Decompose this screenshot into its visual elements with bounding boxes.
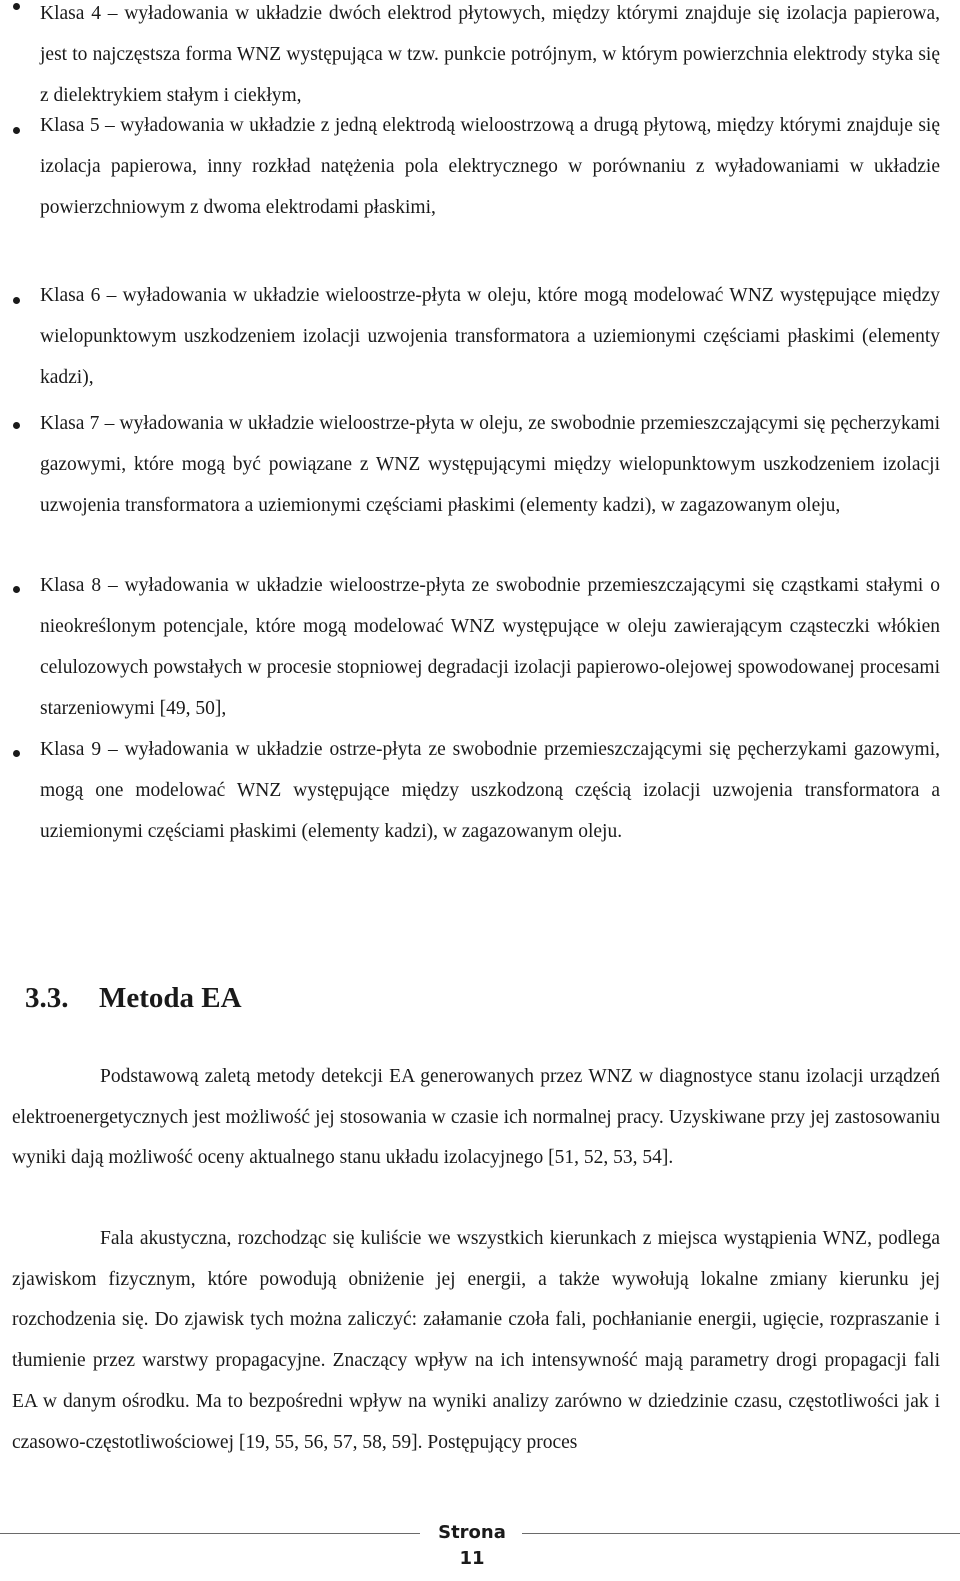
body-paragraph-2: Fala akustyczna, rozchodząc się kuliście we wszystkich kierunkach z miejsca wystąpienia WNZ, podlega zjawiskom fizycznym, które powodują obniżenie jej energii, a także wywołują lokalne zmiany kierunku jej rozchodzenia się. Do zjawisk tych można zaliczyć: załamanie czoła fali, pochłanianie energii, ugięcie, rozpraszanie i tłumienie przez warstwy propagacyjne. Znaczący wpływ na ich intensywność mają parametry drogi propagacji fali EA w danym ośrodku. Ma to bezpośredni wpływ na wyniki analizy zarówno w dziedzinie czasu, częstotliwości jak i czasowo-częstotliwościowej [19, 55, 56, 57, 58, 59]. Postępujący proces [12, 1228, 940, 1453]
footer-rule-right [522, 1533, 960, 1534]
section-title: Metoda EA [99, 982, 242, 1014]
bullet-item-klasa-9 [0, 729, 960, 852]
bullet-icon [13, 3, 20, 10]
body-paragraph-1: Podstawową zaletą metody detekcji EA generowanych przez WNZ w diagnostyce stanu izolacji urządzeń elektroenergetycznych jest możliwość jej stosowania w czasie ich normalnej pracy. Uzyskiwane przy jej zastosowaniu wyniki dają możliwość oceny aktualnego stanu układu izolacyjnego [51, 52, 53, 54]. [12, 1066, 940, 1169]
bullet-icon [13, 586, 20, 593]
section-number: 3.3. [25, 982, 69, 1014]
bullet-item-klasa-6 [0, 275, 960, 398]
bullet-item-klasa-7 [0, 403, 960, 526]
bullet-text: Klasa 4 – wyładowania w układzie dwóch elektrod płytowych, między którymi znajduje się izolacja papierowa, jest to najczęstsza forma WNZ występująca w tzw. punkcie potrójnym, w którym powierzchnia elektrody styka się z dielektrykiem stałym i ciekłym, [40, 3, 940, 106]
bullet-text: Klasa 9 – wyładowania w układzie ostrze-płyta ze swobodnie przemieszczającymi się pęcherzykami gazowymi, mogą one modelować WNZ występujące między uszkodzoną częścią izolacji uzwojenia transformatora a uziemionymi częściami płaskimi (elementy kadzi), w zagazowanym oleju. [40, 739, 940, 842]
section-heading [25, 974, 242, 1022]
page-label-text: Strona [438, 1522, 506, 1543]
page-footer [0, 1518, 960, 1581]
bullet-text: Klasa 6 – wyładowania w układzie wieloostrze-płyta w oleju, które mogą modelować WNZ występujące między wielopunktowym uszkodzeniem izolacji uzwojenia transformatora a uziemionymi częściami płaskimi (elementy kadzi), [40, 285, 940, 388]
bullet-item-klasa-4 [0, 0, 960, 116]
bullet-text: Klasa 7 – wyładowania w układzie wieloostrze-płyta w oleju, ze swobodnie przemieszczającymi się pęcherzykami gazowymi, które mogą być powiązane z WNZ występującymi między wielopunktowym uszkodzeniem izolacji uzwojenia transformatora a uziemionymi częściami płaskimi (elementy kadzi), w zagazowanym oleju, [40, 413, 940, 516]
bullet-text: Klasa 5 – wyładowania w układzie z jedną elektrodą wieloostrzową a drugą płytową, między którymi znajduje się izolacja papierowa, inny rozkład natężenia pola elektrycznego w porównaniu z wyładowaniami w układzie powierzchniowym z dwoma elektrodami płaskimi, [40, 115, 940, 218]
bullet-text: Klasa 8 – wyładowania w układzie wieloostrze-płyta ze swobodnie przemieszczającymi się cząstkami stałymi o nieokreślonym potencjale, które mogą modelować WNZ występujące w oleju zawierającym cząsteczki włókien celulozowych powstałych w procesie stopniowej degradacji izolacji papierowo-olejowej spowodowanej procesami starzeniowymi [49, 50], [40, 575, 940, 719]
bullet-item-klasa-5 [0, 105, 960, 228]
footer-rule-left [0, 1533, 420, 1534]
bullet-icon [13, 422, 20, 429]
bullet-icon [13, 750, 20, 757]
bullet-item-klasa-8 [0, 565, 960, 729]
page-number-label [423, 1520, 521, 1572]
page-number: 11 [459, 1548, 485, 1569]
bullet-icon [13, 297, 20, 304]
bullet-icon [13, 127, 20, 134]
